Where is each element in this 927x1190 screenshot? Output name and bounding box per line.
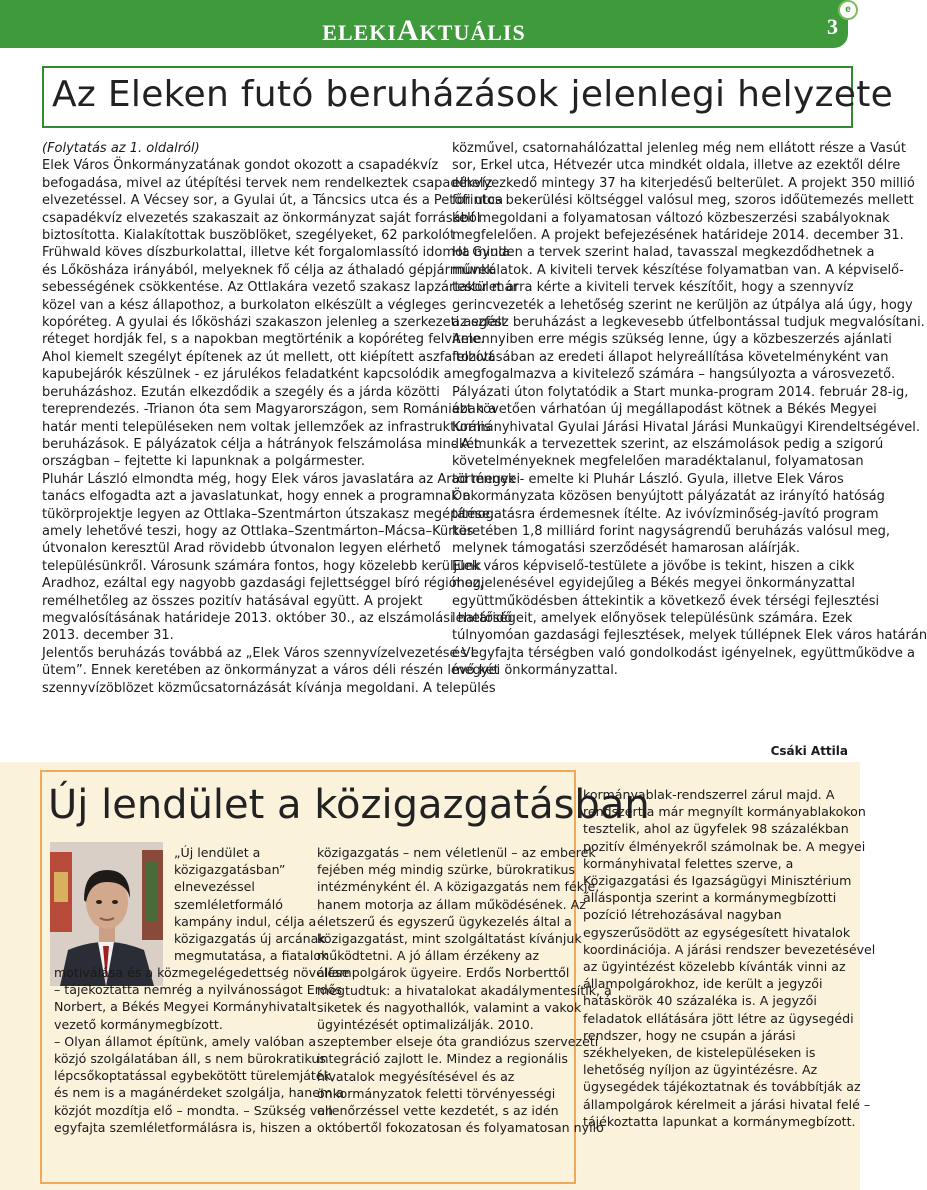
- text-line: önkormányzatok feletti törvényességi: [317, 1085, 556, 1101]
- text-line: integráció zajlott le. Mindez a regionális: [317, 1051, 568, 1067]
- text-line: melynek támogatási szerződését hamarosan aláírják.: [452, 541, 801, 557]
- text-line: rendszert a már megnyílt kormányablakokon: [583, 804, 866, 820]
- text-line: októbertől fokozatosan és folyamatosan nyíló: [317, 1120, 604, 1136]
- text-line: feladatok ellátására jött létre az ügysegédi: [583, 1010, 854, 1026]
- text-line: támogatásra érdemesnek ítélte. Az ivóvízminőség-javító program: [452, 506, 879, 522]
- text-line: álláspontja szerint a kormánymegbízotti: [583, 890, 837, 906]
- text-line: csapadékvíz elvezetés szakaszait az önkormányzat saját forrásából: [42, 210, 481, 226]
- text-line: kopóréteg. A gyulai és lőkösházi szakaszon jelenleg a szerkezeti aszfalt: [42, 315, 507, 331]
- text-line: ellenőrzéssel vette kezdetét, s az idén: [317, 1103, 559, 1119]
- text-line: Amennyiben erre mégis szükség lenne, úgy a közbeszerzés ajánlati: [452, 332, 892, 348]
- article2-title: Új lendület a közigazgatásban: [48, 782, 650, 828]
- text-line: Frühwald köves díszburkolattal, illetve két forgalomlassító idomot Gyula: [42, 245, 510, 261]
- text-line: vezető kormánymegbízott.: [54, 1016, 223, 1032]
- publication-title-initial: A: [396, 14, 420, 47]
- text-line: az egész beruházást a legkevesebb útfelbontással tudjuk megvalósítani.: [452, 315, 925, 331]
- text-line: Norbert, a Békés Megyei Kormányhivatalt: [54, 999, 317, 1015]
- text-line: beruházáshoz. Ezután elkezdődik a szegély és a járda közötti: [42, 384, 440, 400]
- text-line: lehetőség nyíljon az ügyintézésre. Az: [583, 1062, 818, 1078]
- text-line: szeptember elseje óta grandiózus szervezeti: [317, 1034, 599, 1050]
- text-line: és egyfajta térségben való gondolkodást igényelnek, együttműködve a: [452, 645, 915, 661]
- article1-column-right: [452, 140, 927, 680]
- text-line: megfogalmazva a kivitelező számára – hangsúlyozta a városvezető.: [452, 367, 896, 383]
- text-line: kormányhivatal felettes szerve, a: [583, 855, 794, 871]
- text-line: az ügyintézést közelebb kívánták vinni az: [583, 959, 846, 975]
- text-line: Ahol kiemelt szegélyt építenek az út mellett, ott kiépített aszfaltozott: [42, 349, 494, 365]
- article2-column1-beside-photo: [174, 844, 328, 964]
- text-line: útvonalon keresztül Arad rövidebb útvonalon legyen elérhető: [42, 541, 441, 557]
- text-line: 2013. december 31.: [42, 628, 174, 644]
- article1-byline: Csáki Attila: [770, 744, 848, 758]
- logo-icon: e: [838, 0, 858, 20]
- text-line: ezt követően várhatóan új megállapodást kötnek a Békés Megyei: [452, 402, 877, 418]
- text-line: megmutatása, a fiatalok: [174, 948, 329, 964]
- text-line: - A munkák a tervezettek szerint, az elszámolások pedig a szigorú: [452, 436, 884, 452]
- text-line: Pályázati úton folytatódik a Start munka-program 2014. február 28-ig,: [452, 384, 909, 400]
- text-line: siketek és nagyothallók, valamint a vakok: [317, 999, 582, 1015]
- text-line: intézményként él. A közigazgatás nem fékje,: [317, 879, 600, 895]
- text-line: közigazgatás új arcának: [174, 931, 326, 947]
- text-line: tesztelik, ahol az ügyfelek 98 százalékban: [583, 821, 849, 837]
- text-line: biztosította. Kialakítottak buszöblöket, szegélyeket, 62 parkolót: [42, 228, 456, 244]
- text-line: befogadása, mivel az útépítési tervek nem rendelkeztek csapadékvíz: [42, 175, 493, 191]
- article2-column1: [54, 964, 349, 1136]
- text-line: – tájékoztatta nemrég a nyilvánosságot Erdős: [54, 982, 342, 998]
- text-line: hanem motorja az állam működésének. Az: [317, 896, 586, 912]
- text-line: remélhetőleg az összes pozitív hatásával együtt. A projekt: [42, 593, 423, 609]
- text-line: pozitív élményekről számolnak be. A megyei: [583, 838, 866, 854]
- article2-column2: [317, 844, 612, 1136]
- text-line: felhívásában az eredeti állapot helyreállítása követelményként van: [452, 349, 889, 365]
- text-line: tájékoztatta lapunkat a kormánymegbízott.: [583, 1113, 856, 1129]
- text-line: szennyvízöblözet közműcsatornázását kívánja megoldani. A település: [42, 680, 496, 696]
- text-line: hatáskörök 40 százaléka is. A jegyzői: [583, 993, 817, 1009]
- text-line: közművel, csatornahálózattal jelenleg még nem ellátott része a Vasút: [452, 141, 906, 156]
- text-line: koordinációja. A járási rendszer bevezetésével: [583, 941, 876, 957]
- text-line: réteget hordják fel, s a napokban megtörténik a kopóréteg felvitele.: [42, 332, 485, 348]
- publication-title: [0, 14, 848, 48]
- text-line: motiválása és a közmegelégedettség növelése: [54, 965, 350, 980]
- text-line: ügysegédek tájékoztatnak és továbbítják az: [583, 1079, 861, 1095]
- text-line: működtetni. A jó állam érzékeny az: [317, 948, 540, 964]
- text-line: elvezetéssel. A Vécsey sor, a Gyulai út, a Táncsics utca és a Petőfi utca: [42, 193, 504, 209]
- text-line: Ha minden a tervek szerint halad, tavasszal megkezdődhetnek a: [452, 245, 875, 261]
- text-line: „Új lendület a: [174, 845, 261, 860]
- text-line: kormányablak-rendszerrel zárul majd. A: [583, 787, 835, 802]
- text-line: elnevezéssel: [174, 879, 255, 895]
- text-line: kampány indul, célja a: [174, 913, 317, 929]
- text-line: egyfajta szemléletformálásra is, hiszen a: [54, 1119, 313, 1135]
- text-line: megtudtuk: a hivatalokat akadálymentesítik, a: [317, 982, 612, 998]
- text-line: forintos bekerülési költséggel valósul meg, szoros időütemezés mellett: [452, 193, 914, 209]
- page-number: 3: [827, 14, 838, 39]
- article1-column-left: [42, 140, 520, 697]
- text-line: túlnyomóan gazdasági fejlesztések, melyek túllépnek Elek város határán: [452, 628, 927, 644]
- text-line: hivatalok megyésítésével és az: [317, 1068, 515, 1084]
- text-line: tanács elfogadta azt a javaslatunkat, hogy ennek a programnak a: [42, 489, 471, 505]
- text-line: közel van a kész állapothoz, a burkolaton elkészült a végleges: [42, 297, 447, 313]
- text-line: szemléletformáló: [174, 896, 283, 912]
- text-line: sor, Erkel utca, Hétvezér utca mindkét oldala, illetve az ezektől délre: [452, 158, 901, 174]
- text-line: közigazgatás – nem véletlenül – az emberek: [317, 845, 596, 860]
- text-line: sebességének csökkentése. Az Ottlakára vezető szakasz lapzártakor már: [42, 280, 518, 296]
- text-line: közjó szolgálatában áll, s nem bürokratikus: [54, 1051, 326, 1067]
- text-line: pozíció létrehozásával nagyban: [583, 907, 782, 923]
- text-line: lépcsőkoptatással egybekötött türelemjáték,: [54, 1068, 335, 1084]
- text-line: keretében 1,8 milliárd forint nagyságrendű beruházás valósul meg,: [452, 523, 891, 539]
- text-line: történnek - emelte ki Pluhár László. Gyula, illetve Elek Város: [452, 471, 844, 487]
- article1-title: Az Eleken futó beruházások jelenlegi helyzete: [52, 74, 894, 115]
- article2-column3: [583, 786, 875, 1130]
- text-line: munkálatok. A kiviteli tervek készítése folyamatban van. A képviselő-: [452, 262, 904, 278]
- text-line: (Folytatás az 1. oldalról): [42, 141, 200, 156]
- text-line: kell megoldani a folyamatosan változó közbeszerzési szabályoknak: [452, 210, 890, 226]
- text-line: közigazgatásban”: [174, 862, 286, 878]
- text-line: ügyintézését optimalizálják. 2010.: [317, 1017, 534, 1033]
- text-line: fejében még mindig szürke, bürokratikus: [317, 862, 575, 878]
- text-line: határ menti településeken nem voltak jellemzőek az infrastrukturális: [42, 419, 491, 435]
- text-line: Közigazgatási és Igazságügyi Minisztérium: [583, 873, 852, 889]
- text-line: követelményeknek megfelelően maradéktalanul, folyamatosan: [452, 454, 864, 470]
- text-line: életszerű és egyszerű ügykezelés által a: [317, 913, 572, 929]
- text-line: tükörprojektje legyen az Ottlaka–Szentmárton útszakasz megépítése,: [42, 506, 495, 522]
- text-line: közjót mozdítja elő – mondta. – Szükség van: [54, 1102, 334, 1118]
- text-line: Önkormányzata közösen benyújtott pályázatát az irányító hatóság: [452, 489, 885, 505]
- text-line: megfelelően. A projekt befejezésének határideje 2014. december 31.: [452, 228, 904, 244]
- text-line: tereprendezés. -Trianon óta sem Magyarországon, sem Romániában a: [42, 402, 497, 418]
- text-line: megjelenésével egyidejűleg a Békés megyei önkormányzattal: [452, 576, 856, 592]
- text-line: amely lehetővé teszi, hogy az Ottlaka–Szentmárton–Mácsa–Kürtös: [42, 523, 474, 539]
- text-line: testület arra kérte a kiviteli tervek készítőit, hogy a szennyvíz: [452, 280, 854, 296]
- text-line: kapubejárók készülnek - ez járulékos feladatként kapcsolódik a: [42, 367, 452, 383]
- text-line: Pluhár László elmondta még, hogy Elek város javaslatára az Arad megyei: [42, 471, 521, 487]
- text-line: állampolgárok kérelmeit a járási hivatal felé –: [583, 1096, 871, 1112]
- text-line: Aradhoz, ezáltal egy nagyobb gazdasági fejlettséggel bíró régióhoz,: [42, 576, 484, 592]
- text-line: megvalósításának határideje 2013. október 30., az elszámolási határidő: [42, 610, 513, 626]
- text-line: településünkről. Városunk számára fontos, hogy közelebb kerüljünk: [42, 558, 482, 574]
- text-line: állampolgárok ügyeire. Erdős Norberttől: [317, 965, 570, 981]
- text-line: Jelentős beruházás továbbá az „Elek Város szennyvízelvezetése VI.: [42, 645, 479, 661]
- text-line: ütem”. Ennek keretében az önkormányzat a város déli részén lévő két: [42, 663, 499, 679]
- text-line: – Olyan államot építünk, amely valóban a: [54, 1033, 317, 1049]
- text-line: Elek város képviselő-testülete a jövőbe is tekint, hiszen a cikk: [452, 558, 855, 574]
- text-line: elhelyezkedő mintegy 37 ha kiterjedésű belterület. A projekt 350 millió: [452, 175, 915, 191]
- text-line: gerincvezeték a lehetőség szerint ne kerüljön az útpálya alá úgy, hogy: [452, 297, 913, 313]
- text-line: Kormányhivatal Gyulai Járási Hivatal Járási Munkaügyi Kirendeltségével.: [452, 419, 921, 435]
- text-line: székhelyeken, de kistelepüléseken is: [583, 1045, 816, 1061]
- text-line: rendszer, hogy ne csupán a járási: [583, 1027, 796, 1043]
- text-line: beruházások. E pályázatok célja a hátrányok felszámolása mindkét: [42, 436, 480, 452]
- text-line: egyszerűsödött az egységesített hivatalok: [583, 924, 851, 940]
- text-line: közigazgatást, mint szolgáltatást kívánjuk: [317, 931, 582, 947]
- text-line: országban – fejtette ki lapunknak a polgármester.: [42, 454, 365, 470]
- text-line: állampolgárokhoz, ide került a jegyzői: [583, 976, 823, 992]
- text-line: lehetőségeit, amelyek előnyösek településünk számára. Ezek: [452, 610, 853, 626]
- text-line: megyei önkormányzattal.: [452, 663, 618, 679]
- text-line: Elek Város Önkormányzatának gondot okozott a csapadékvíz: [42, 158, 439, 174]
- publication-title-pre: ELEKI: [322, 20, 397, 45]
- text-line: együttműködésben áttekintik a következő évek térségi fejlesztési: [452, 593, 880, 609]
- text-line: és nem is a magánérdeket szolgálja, hanem a: [54, 1085, 344, 1101]
- publication-title-post: KTUÁLIS: [419, 20, 526, 45]
- text-line: és Lőkösháza irányából, melyeknek fő célja az áthaladó gépjárművek: [42, 262, 494, 278]
